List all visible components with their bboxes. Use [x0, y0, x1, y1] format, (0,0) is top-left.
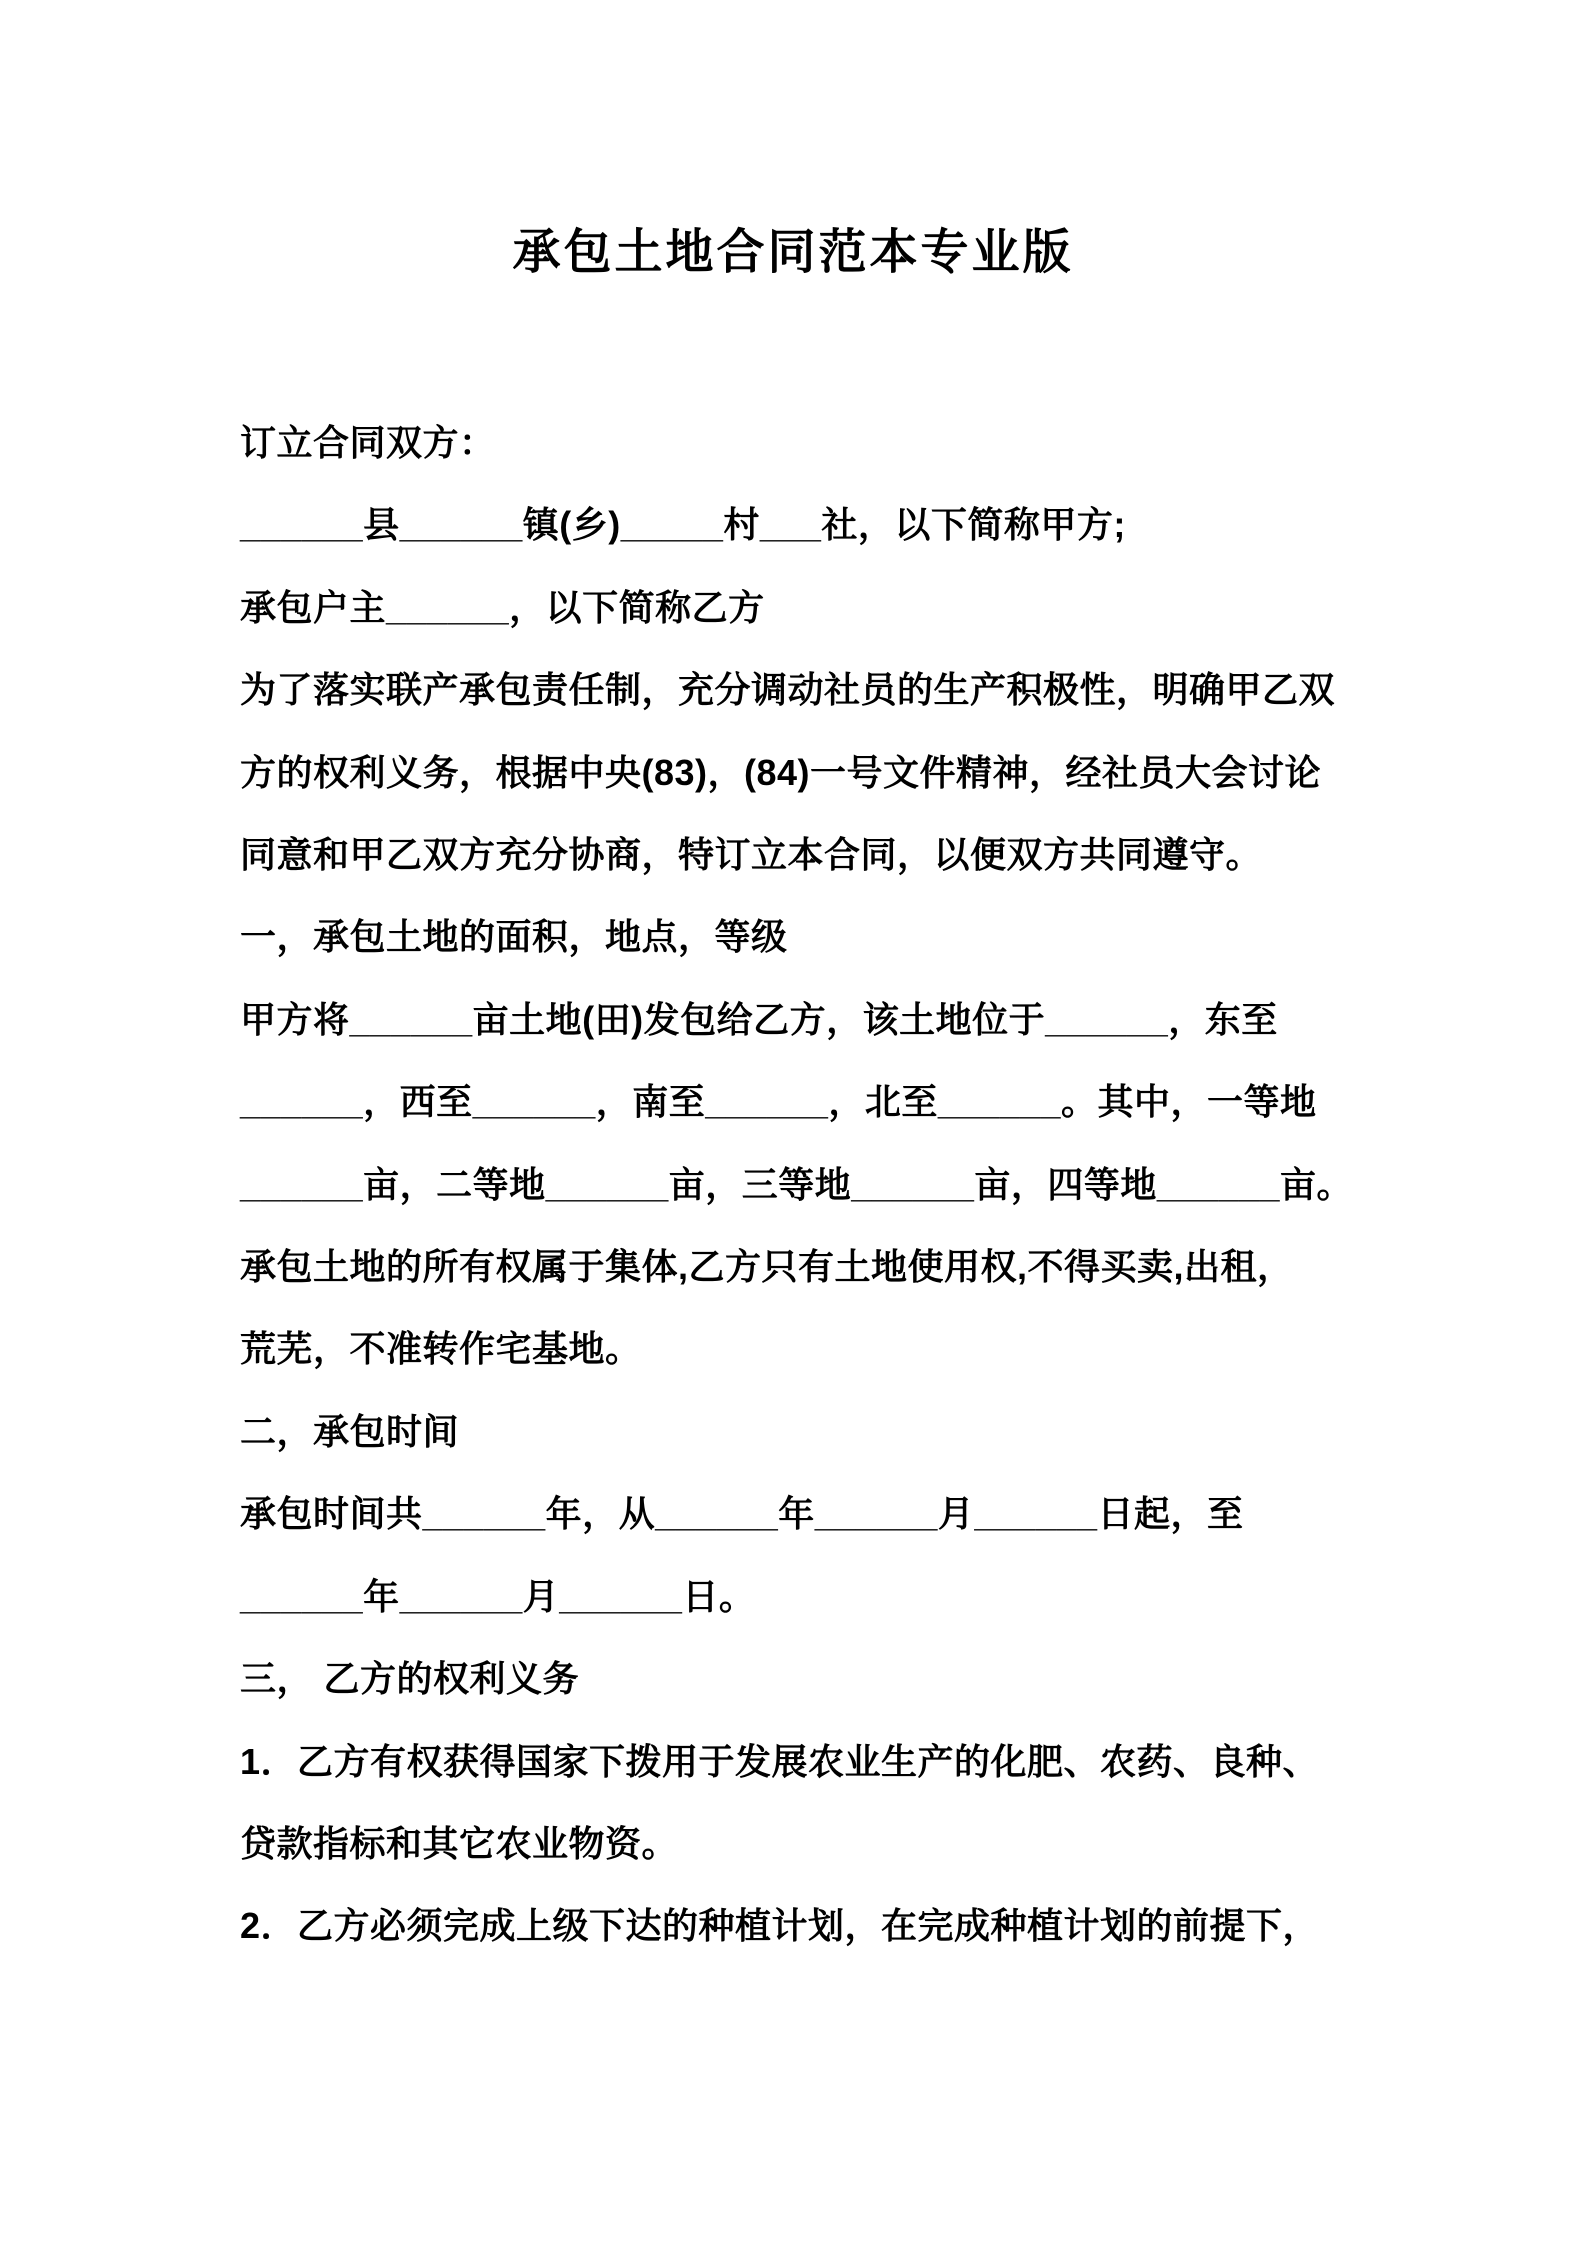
text-line: 承包时间共______年，从______年______月______日起，至 [240, 1493, 1244, 1535]
text-line: 承包土地的所有权属于集体,乙方只有土地使用权,不得买卖,出租， [240, 1246, 1294, 1288]
text-line: 1．乙方有权获得国家下拨用于发展农业生产的化肥、农药、良种、 [240, 1740, 1320, 1782]
document-body [0, 402, 1586, 1968]
text-line: 订立合同双方： [240, 422, 496, 463]
text-line: 贷款指标和其它农业物资。 [240, 1822, 679, 1864]
text-line: 荒芜，不准转作宅基地。 [240, 1328, 642, 1370]
text-line: 为了落实联产承包责任制，充分调动社员的生产积极性，明确甲乙双 [240, 669, 1336, 711]
text-line: 2．乙方必须完成上级下达的种植计划，在完成种植计划的前提下， [240, 1905, 1320, 1947]
text-line: 三， 乙方的权利义务 [240, 1658, 580, 1700]
page-title: 承包土地合同范本专业版 [512, 226, 1074, 279]
text-line: 甲方将______亩土地(田)发包给乙方，该土地位于______，东至 [240, 998, 1278, 1040]
text-line: 承包户主______，以下简称乙方 [240, 586, 765, 628]
text-line: 同意和甲乙双方充分协商，特订立本合同，以便双方共同遵守。 [240, 834, 1263, 876]
text-line: ______亩，二等地______亩，三等地______亩，四等地______亩。 [240, 1163, 1354, 1205]
text-line: 二，承包时间 [240, 1410, 460, 1452]
text-line: ______年______月______日。 [240, 1575, 756, 1617]
text-line: ______，西至______，南至______，北至______。其中，一等地 [240, 1081, 1317, 1123]
text-line: ______县______镇(乡)_____村___社，以下简称甲方; [240, 504, 1126, 546]
text-line: 一，承包土地的面积，地点，等级 [240, 916, 788, 958]
text-line: 方的权利义务，根据中央(83)，(84)一号文件精神，经社员大会讨论 [240, 751, 1322, 793]
